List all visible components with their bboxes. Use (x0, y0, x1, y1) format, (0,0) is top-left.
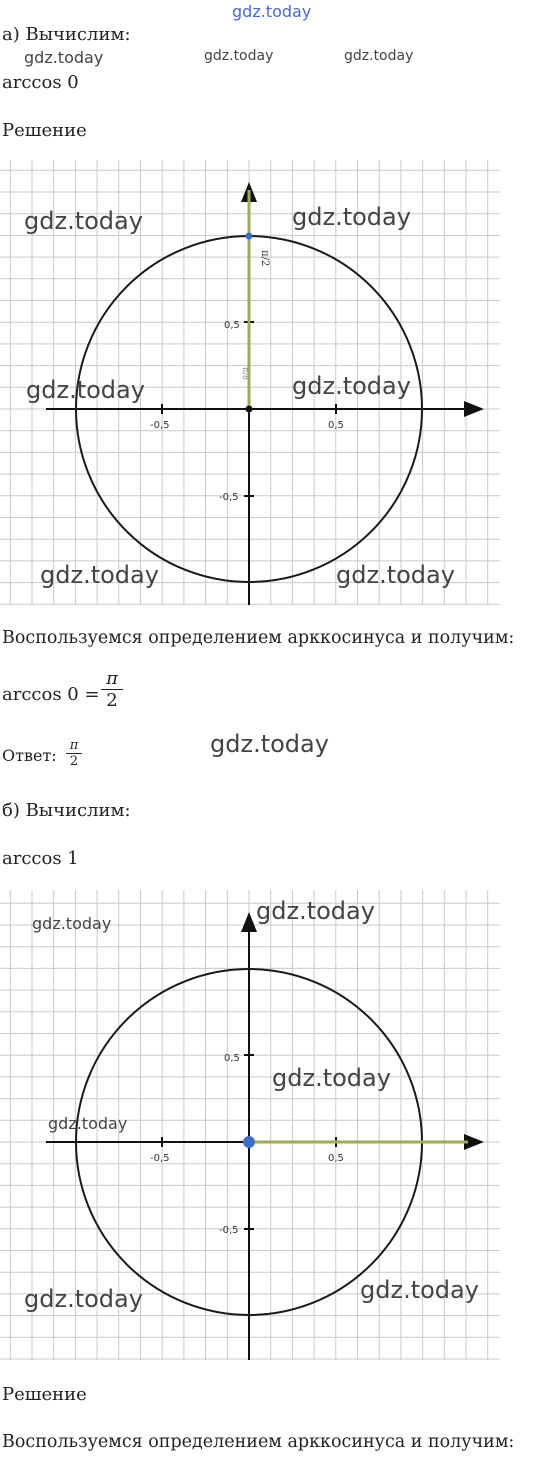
tick-label-x-neg: -0,5 (150, 420, 170, 431)
label-pi-half: π/2 (259, 250, 270, 267)
watermark: gdz.today (40, 561, 159, 589)
x-axis-arrow (464, 401, 484, 417)
label-small-angle: π/8 (241, 367, 250, 381)
y-axis-arrow (241, 912, 257, 932)
tick-label-y-neg: -0,5 (219, 492, 239, 503)
watermark: gdz.today (204, 48, 274, 64)
tick-label-y-pos: 0,5 (224, 1053, 240, 1064)
part-a-answer-label: Ответ: (2, 746, 57, 765)
part-b-solution-label: Решение (2, 1384, 87, 1405)
watermark: gdz.today (360, 1276, 479, 1304)
tick-label-x-pos: 0,5 (328, 1153, 344, 1164)
watermark: gdz.today (292, 372, 411, 400)
tick-label-x-pos: 0,5 (328, 420, 344, 431)
part-a-expression: arccos 0 (2, 72, 79, 93)
part-b-expression: arccos 1 (2, 848, 79, 869)
fraction-denominator: 2 (69, 754, 79, 769)
part-b-explanation: Воспользуемся определением арккосинуса и получим: (2, 1432, 515, 1452)
origin-point (243, 1136, 255, 1148)
fraction-denominator: 2 (106, 690, 118, 711)
part-a-solution-label: Решение (2, 120, 87, 141)
fraction-numerator: π (69, 738, 79, 753)
part-a-explanation: Воспользуемся определением арккосинуса и получим: (2, 628, 515, 648)
watermark: gdz.today (48, 1114, 128, 1133)
origin-point (246, 406, 253, 413)
watermark: gdz.today (24, 48, 104, 67)
watermark: gdz.today (24, 207, 143, 235)
watermark: gdz.today (24, 1285, 143, 1313)
watermark: gdz.today (210, 730, 329, 758)
watermark: gdz.today (344, 48, 414, 64)
watermark: gdz.today (32, 914, 112, 933)
part-a-heading: а) Вычислим: (2, 24, 131, 45)
fraction-numerator: π (106, 668, 118, 689)
part-a-answer-fraction (66, 738, 82, 769)
watermark-top: gdz.today (232, 2, 312, 21)
watermark: gdz.today (336, 561, 455, 589)
watermark: gdz.today (292, 203, 411, 231)
watermark: gdz.today (272, 1064, 391, 1092)
tick-label-y-neg: -0,5 (219, 1225, 239, 1236)
tick-label-y-pos: 0,5 (224, 320, 240, 331)
point-pi-half (246, 233, 253, 240)
part-a-result-fraction (101, 668, 123, 711)
watermark: gdz.today (256, 897, 375, 925)
part-a-result-lhs: arccos 0 = (2, 684, 100, 705)
part-b-heading: б) Вычислим: (2, 800, 131, 821)
watermark: gdz.today (26, 376, 145, 404)
tick-label-x-neg: -0,5 (150, 1153, 170, 1164)
